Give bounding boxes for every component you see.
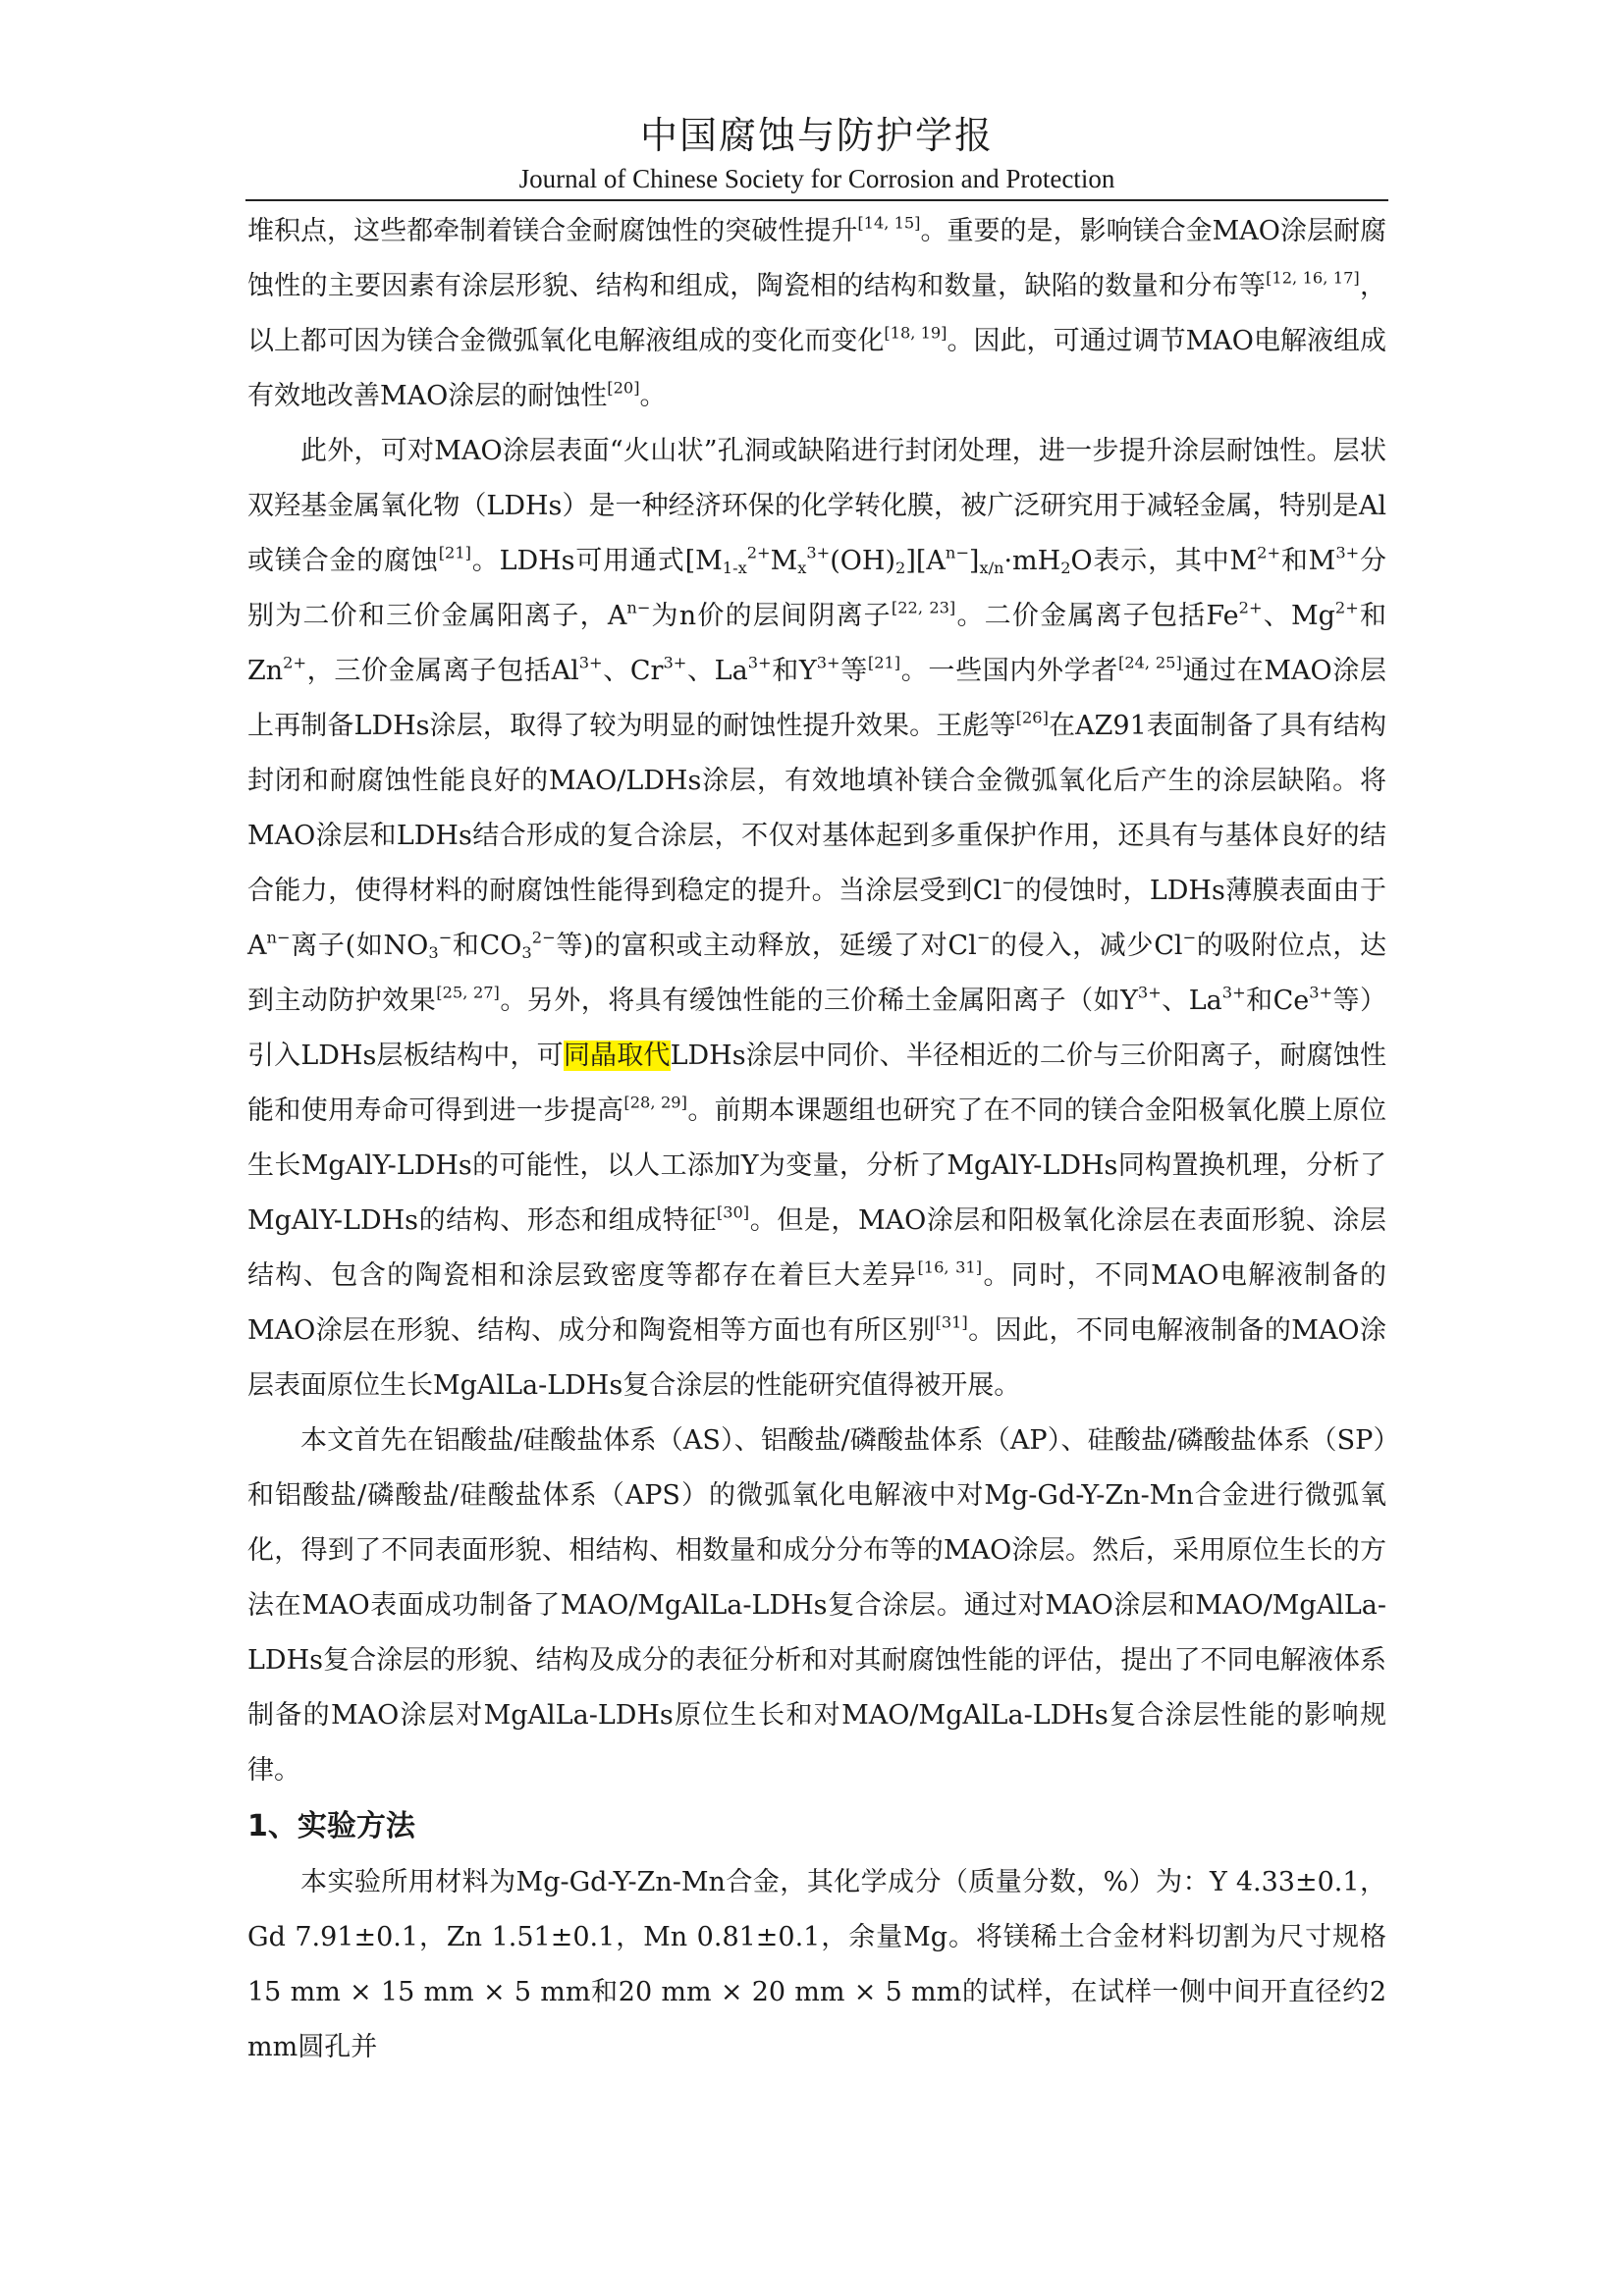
citation: [30] <box>716 1202 750 1222</box>
formula-sup: n− <box>945 543 969 562</box>
text-run: 分别为二价和三价金属阳离子，A <box>247 546 1387 631</box>
text-run: 等）引入LDHs层板结构中，可 <box>247 986 1387 1071</box>
citation: [24, 25] <box>1118 653 1182 672</box>
text-run: O表示，其中M <box>1070 546 1258 576</box>
citation: [12, 16, 17] <box>1266 268 1360 288</box>
text-run: 。但是，MAO涂层和阳极氧化涂层在表面形貌、涂层结构、包含的陶瓷相和涂层致密度等都存在着巨大差异 <box>247 1205 1386 1291</box>
highlighted-text: 同晶取代 <box>563 1041 671 1071</box>
charge: 2+ <box>1334 598 1359 617</box>
charge: − <box>1001 873 1015 892</box>
text-run: ，三价金属离子包括Al <box>306 656 579 686</box>
text-run: 离子(如NO <box>290 931 429 961</box>
text-run: LDHs涂层中同价、半径相近的二价与三价阳离子，耐腐蚀性能和使用寿命可得到进一步提高 <box>247 1041 1387 1126</box>
text-run: 。LDHs可用通式[M <box>470 546 723 576</box>
charge: 2+ <box>283 653 307 672</box>
formula-sub: 3 <box>521 943 532 963</box>
formula-sub: x/n <box>979 559 1004 578</box>
text-run: 通过在MAO涂层上再制备LDHs涂层，取得了较为明显的耐蚀性提升效果。王彪等 <box>247 656 1387 741</box>
citation: [25, 27] <box>436 983 500 1002</box>
charge: 2+ <box>1238 598 1263 617</box>
formula-sup: 2+ <box>746 543 771 562</box>
paragraph-2 <box>247 424 1386 1414</box>
formula-run: ][A <box>905 546 946 576</box>
text-run: 的侵蚀时，LDHs薄膜表面由于A <box>247 876 1387 961</box>
text-run: 和M <box>1280 546 1336 576</box>
citation: [28, 29] <box>623 1093 687 1112</box>
text-run: 。因此，可通过调节MAO电解液组成有效地改善MAO涂层的耐蚀性 <box>247 326 1387 411</box>
text-run: 。因此，不同电解液制备的MAO涂层表面原位生长MgAlLa-LDHs复合涂层的性能研究值得被开展。 <box>247 1315 1386 1401</box>
formula-run: ] <box>968 546 980 576</box>
citation: [31] <box>935 1312 968 1332</box>
text-run: 。前期本课题组也研究了在不同的镁合金阳极氧化膜上原位生长MgAlY-LDHs的可能性，以人工添加Y为变量，分析了MgAlY-LDHs同构置换机理，分析了MgAlY-LDHs的结构、形态和组成特征 <box>247 1095 1387 1236</box>
journal-header <box>245 110 1388 194</box>
text-run: 和Y <box>771 656 817 686</box>
text-run: 、Mg <box>1262 601 1335 631</box>
text-run: 在AZ91表面制备了具有结构封闭和耐腐蚀性能良好的MAO/LDHs涂层，有效地填补镁合金微弧氧化后产生的涂层缺陷。将MAO涂层和LDHs结合形成的复合涂层，不仅对基体起到多重保护作用，还具有与基体良好的结合能力，使得材料的耐腐蚀性能得到稳定的提升。当涂层受到Cl <box>247 711 1386 906</box>
journal-title-en: Journal of Chinese Society for Corrosion and Protection <box>518 164 1115 193</box>
text-run: 和Ce <box>1245 986 1310 1016</box>
charge: 3+ <box>1137 983 1162 1002</box>
citation: [21] <box>867 653 901 672</box>
citation: [22, 23] <box>891 598 956 617</box>
formula-sub: 2 <box>895 559 906 578</box>
charge: 3+ <box>1335 543 1360 562</box>
text-run: 。二价金属离子包括Fe <box>955 601 1239 631</box>
citation: [18, 19] <box>884 323 947 343</box>
text-run: 、La <box>1161 986 1222 1016</box>
text-run: 。 <box>639 381 667 411</box>
text-run: 。一些国内外学者 <box>900 656 1119 686</box>
formula-run: (OH) <box>830 546 895 576</box>
text-run: 和Zn <box>247 601 1387 686</box>
citation: [21] <box>438 543 471 562</box>
charge: 3+ <box>747 653 772 672</box>
charge: 2+ <box>1257 543 1281 562</box>
text-run: 。重要的是，影响镁合金MAO涂层耐腐蚀性的主要因素有涂层形貌、结构和组成，陶瓷相的结构和数量，缺陷的数量和分布等 <box>247 216 1387 301</box>
formula-sub: 1-x <box>722 559 747 578</box>
charge: n− <box>626 598 651 617</box>
formula-sup: 3+ <box>806 543 831 562</box>
journal-title-cn: 中国腐蚀与防护学报 <box>639 114 994 157</box>
text-run: 等)的富积或主动释放，延缓了对Cl <box>555 931 977 961</box>
text-run: 。另外，将具有缓蚀性能的三价稀土金属阳离子（如Y <box>499 986 1138 1016</box>
paragraph-4: 本实验所用材料为Mg-Gd-Y-Zn-Mn合金，其化学成分（质量分数，%）为：Y 4.33±0.1，Gd 7.91±0.1，Zn 1.51±0.1，Mn 0.81±0.1，余量Mg。将镁稀土合金材料切割为尺寸规格15 mm × 15 mm × 5 mm和20 mm × 20 mm × 5 mm的试样，在试样一侧中间开直径约2 mm圆孔并 <box>247 1867 1386 2062</box>
text-run: 的吸附位点，达到主动防护效果 <box>247 931 1387 1016</box>
citation: [14, 15] <box>857 213 921 233</box>
formula-run: ·mH <box>1003 546 1061 576</box>
formula-run: M <box>770 546 798 576</box>
text-run: 为n价的层间阴离子 <box>650 601 892 631</box>
citation: [26] <box>1015 708 1049 727</box>
charge: − <box>1182 928 1197 947</box>
charge: 3+ <box>816 653 840 672</box>
text-run: ，以上都可因为镁合金微弧氧化电解液组成的变化而变化 <box>247 271 1386 356</box>
text-run: 。同时，不同MAO电解液制备的MAO涂层在形貌、结构、成分和陶瓷相等方面也有所区别 <box>247 1260 1387 1346</box>
formula-sub: 2 <box>1060 559 1071 578</box>
paragraph-1 <box>247 204 1386 424</box>
charge: 3+ <box>578 653 603 672</box>
charge: − <box>976 928 991 947</box>
formula-sub: 3 <box>428 943 439 963</box>
charge: − <box>438 928 453 947</box>
citation: [16, 31] <box>917 1257 983 1277</box>
charge: 2− <box>531 928 556 947</box>
article-body <box>247 204 1386 2075</box>
citation: [20] <box>607 378 640 398</box>
text-run: 等 <box>839 656 868 686</box>
section-heading: 1、实验方法 <box>247 1809 415 1843</box>
paragraph-3: 本文首先在铝酸盐/硅酸盐体系（AS）、铝酸盐/磷酸盐体系（AP）、硅酸盐/磷酸盐体系（SP）和铝酸盐/磷酸盐/硅酸盐体系（APS）的微弧氧化电解液中对Mg-Gd-Y-Zn-Mn合金进行微弧氧化，得到了不同表面形貌、相结构、相数量和成分分布等的MAO涂层。然后，采用原位生长的方法在MAO表面成功制备了MAO/MgAlLa-LDHs复合涂层。通过对MAO涂层和MAO/MgAlLa-LDHs复合涂层的形貌、结构及成分的表征分析和对其耐腐蚀性能的评估，提出了不同电解液体系制备的MAO涂层对MgAlLa-LDHs原位生长和对MAO/MgAlLa-LDHs复合涂层性能的影响规律。 <box>247 1425 1386 1786</box>
charge: n− <box>266 928 291 947</box>
charge: 3+ <box>1221 983 1246 1002</box>
charge: 3+ <box>1309 983 1333 1002</box>
text-run: 、Cr <box>602 656 664 686</box>
text-run: 、La <box>686 656 748 686</box>
header-rule <box>245 199 1388 201</box>
text-run: 堆积点，这些都牵制着镁合金耐腐蚀性的突破性提升 <box>247 216 858 246</box>
text-run: 和CO <box>452 931 522 961</box>
charge: 3+ <box>663 653 687 672</box>
text-run: 此外，可对MAO涂层表面“火山状”孔洞或缺陷进行封闭处理，进一步提升涂层耐蚀性。层状双羟基金属氧化物（LDHs）是一种经济环保的化学转化膜，被广泛研究用于减轻金属，特别是Al或镁合金的腐蚀 <box>247 436 1386 576</box>
formula-sub: x <box>797 559 807 578</box>
text-run: 的侵入，减少Cl <box>990 931 1183 961</box>
